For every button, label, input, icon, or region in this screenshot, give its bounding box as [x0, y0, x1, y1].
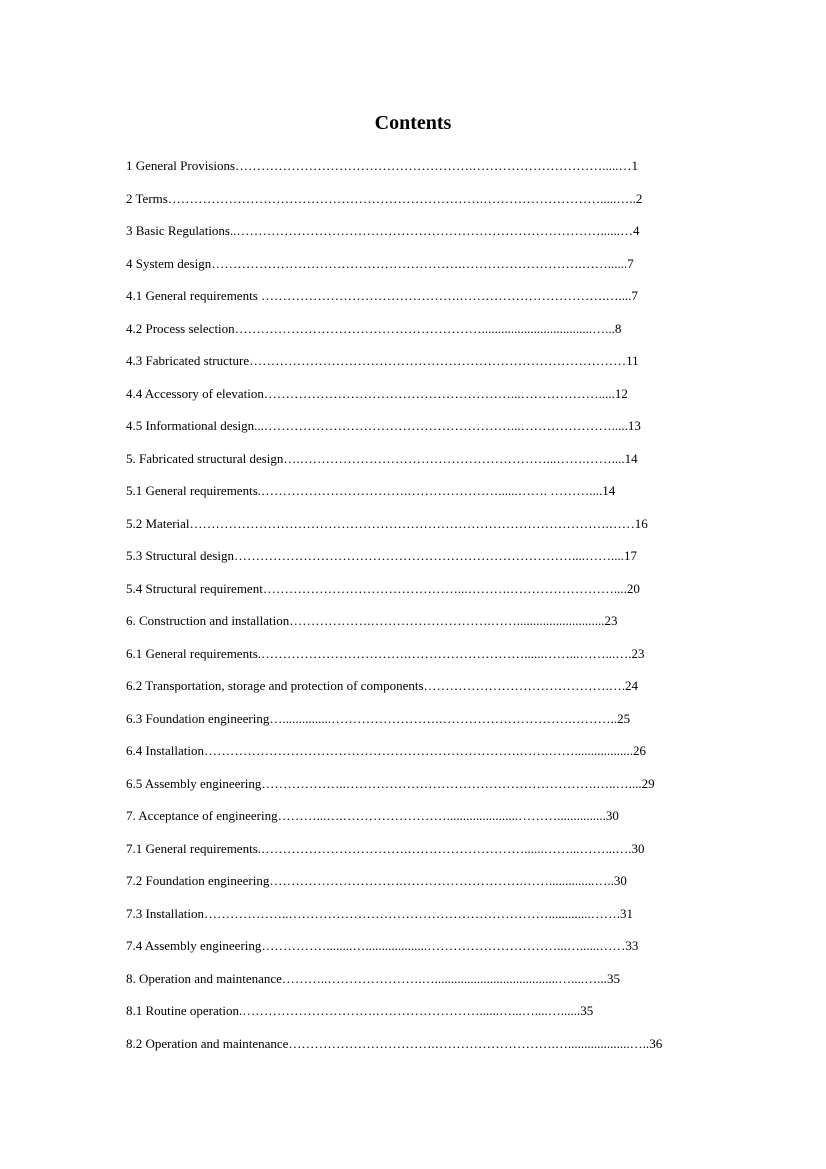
toc-entry[interactable] — [126, 475, 706, 508]
toc-entry[interactable] — [126, 638, 706, 671]
toc-page-number: 30 — [631, 840, 645, 856]
toc-page-number: 17 — [623, 548, 637, 564]
toc-page-number: 26 — [633, 743, 646, 759]
toc-page-number: 14 — [624, 450, 638, 466]
toc-entry-text: 7.2 Foundation engineering………………………….……………………….……..............….. — [126, 873, 614, 889]
toc-page-number: 12 — [614, 385, 628, 401]
toc-entry-text: 6.4 Installation……………………………………………………………….…….…….................. — [126, 743, 633, 759]
toc-page-number: 11 — [626, 353, 639, 369]
page-title: Contents — [374, 112, 452, 134]
toc-entry-text: 8. Operation and maintenance………..………………….…......................................…....…... — [126, 970, 607, 986]
toc-entry[interactable] — [126, 898, 706, 931]
toc-page-number: 8 — [614, 320, 622, 336]
table-of-contents — [126, 150, 706, 1060]
toc-entry[interactable] — [126, 735, 706, 768]
toc-entry[interactable] — [126, 995, 706, 1028]
toc-page-number: 25 — [617, 710, 631, 726]
toc-entry-text: 4.2 Process selection…………………………………………………..................................…... — [126, 320, 615, 336]
toc-entry[interactable] — [126, 605, 706, 638]
toc-entry-text: 4.4 Accessory of elevation…………………………………………………...………………..... — [126, 385, 615, 401]
toc-entry[interactable] — [126, 508, 706, 541]
toc-page-number: 35 — [606, 970, 620, 986]
toc-entry[interactable] — [126, 865, 706, 898]
toc-entry-text: 4.1 General requirements ……………………………………….…………………………….….... — [126, 288, 632, 304]
toc-page-number: 35 — [580, 1003, 594, 1019]
toc-entry-text: 6. Construction and installation……………….……………………….……........................... — [126, 613, 605, 629]
toc-page-number: 23 — [604, 613, 618, 629]
toc-entry[interactable] — [126, 573, 706, 606]
toc-entry-text: 8.2 Operation and maintenance…………………………….……………………….…...................….. — [126, 1035, 650, 1051]
toc-entry[interactable] — [126, 703, 706, 736]
toc-entry[interactable] — [126, 930, 706, 963]
toc-entry[interactable] — [126, 768, 706, 801]
toc-entry[interactable] — [126, 800, 706, 833]
toc-entry-text: 8.1 Routine operation.………………………….……………………......…...…....…...... — [126, 1003, 581, 1019]
toc-page-number: 30 — [605, 808, 619, 824]
toc-entry[interactable] — [126, 150, 706, 183]
toc-entry-text: 7. Acceptance of engineering………...….……………………......................………............... — [126, 808, 606, 824]
toc-page-number: 4 — [633, 223, 640, 239]
toc-entry-text: 7.1 General requirements.…………………………….………………………......……...……...…. — [126, 840, 632, 856]
toc-page-number: 7 — [627, 255, 634, 271]
toc-entry-text: 5.2 Material…………………………………………………………………………………….…… — [126, 515, 635, 531]
toc-page-number: 13 — [627, 418, 641, 434]
toc-entry-text: 2 Terms……………………………………………………………….……………………….....….. — [126, 190, 636, 206]
toc-entry[interactable] — [126, 443, 706, 476]
toc-entry-text: 6.1 General requirements.…………………………….………………………......……...……...…. — [126, 645, 632, 661]
toc-page-number: 29 — [641, 775, 655, 791]
toc-entry[interactable] — [126, 345, 706, 378]
toc-entry-text: 4 System design………………………………………………….……………………….……...... — [126, 255, 628, 271]
toc-entry-text: 3 Basic Regulations..…………………………………………………………………………......… — [126, 223, 633, 239]
toc-page-number: 2 — [635, 190, 643, 206]
toc-page-number: 7 — [631, 288, 639, 304]
toc-page-number: 16 — [634, 515, 648, 531]
toc-entry[interactable] — [126, 215, 706, 248]
toc-entry-text: 7.3 Installation………………..…………………………………………………….............……. — [126, 905, 620, 921]
toc-entry-text: 7.4 Assembly engineering……………........…...................…………………………...…......…… — [126, 938, 626, 954]
toc-page-number: 14 — [602, 483, 616, 499]
toc-entry-text: 1 General Provisions……………………………………………….………………………….....… — [126, 158, 632, 174]
toc-entry-text: 5. Fabricated structural design….…………………………………………………...…….…….... — [126, 450, 625, 466]
toc-entry[interactable] — [126, 248, 706, 281]
toc-entry[interactable] — [126, 280, 706, 313]
toc-entry[interactable] — [126, 313, 706, 346]
toc-entry[interactable] — [126, 1028, 706, 1061]
toc-page-number: 23 — [631, 645, 645, 661]
toc-entry[interactable] — [126, 833, 706, 866]
toc-page-number: 31 — [620, 905, 633, 921]
toc-entry[interactable] — [126, 963, 706, 996]
toc-entry[interactable] — [126, 378, 706, 411]
toc-entry-text: 6.5 Assembly engineering………………..………………………………………………….…..….... — [126, 775, 642, 791]
toc-entry[interactable] — [126, 183, 706, 216]
toc-page-number: 36 — [649, 1035, 663, 1051]
toc-entry-text: 6.2 Transportation, storage and protection of components…………………………………….…. — [126, 678, 626, 694]
toc-entry[interactable] — [126, 540, 706, 573]
toc-page-number: 33 — [625, 938, 639, 954]
toc-entry[interactable] — [126, 410, 706, 443]
toc-page-number: 24 — [625, 678, 639, 694]
toc-page-number: 20 — [626, 580, 640, 596]
toc-entry-text: 5.4 Structural requirement………………………………………...……….…………………….... — [126, 580, 627, 596]
toc-entry-text: 4.5 Informational design...…………………………………………………...…………………..... — [126, 418, 628, 434]
toc-page-number: 30 — [613, 873, 627, 889]
toc-entry-text: 5.3 Structural design……………………………………………………………………....…….... — [126, 548, 624, 564]
toc-entry[interactable] — [126, 670, 706, 703]
toc-entry-text: 6.3 Foundation engineering…...............…………………….………………………….……….. — [126, 710, 618, 726]
toc-entry-text: 5.1 General requirements.…………………………….…………………......……. ……….... — [126, 483, 603, 499]
toc-entry-text: 4.3 Fabricated structure…………………………………………………………………………… — [126, 353, 627, 369]
toc-page-number: 1 — [631, 158, 639, 174]
